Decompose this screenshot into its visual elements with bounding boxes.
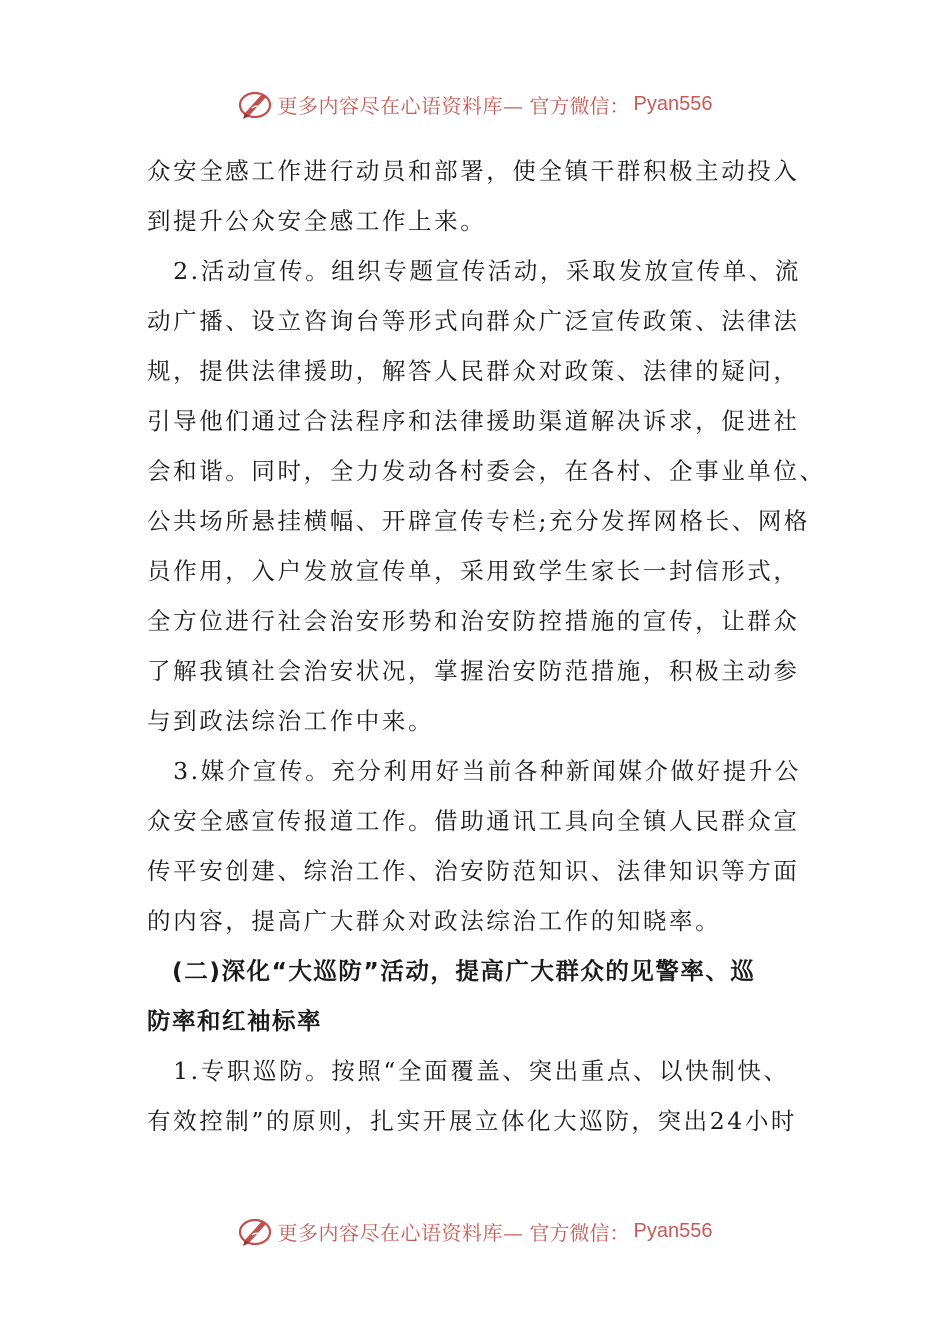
heading-line: (二)深化“大巡防”活动，提高广大群众的见警率、巡 [147, 957, 756, 985]
pen-logo-icon [238, 1213, 274, 1249]
text-line: 众安全感宣传报道工作。借助通讯工具向全镇人民群众宣 [147, 807, 800, 835]
paragraph-patrol [147, 1046, 807, 1146]
banner-wechat-label: 官方微信： [529, 1220, 630, 1245]
text-line: 了解我镇社会治安状况，掌握治安防范措施，积极主动参 [147, 657, 800, 685]
pen-logo-icon [238, 86, 274, 122]
text-line: 的内容，提高广大群众对政法综治工作的知晓率。 [147, 907, 722, 935]
text-line: 众安全感工作进行动员和部署，使全镇干群积极主动投入 [147, 157, 800, 185]
text-line: 1.专职巡防。按照“全面覆盖、突出重点、以快制快、 [147, 1057, 790, 1085]
text-line: 传平安创建、综治工作、治安防范知识、法律知识等方面 [147, 857, 800, 885]
text-line: 有效控制”的原则，扎实开展立体化大巡防，突出24小时 [147, 1107, 798, 1135]
text-line: 会和谐。同时，全力发动各村委会，在各村、企事业单位、 [147, 457, 826, 485]
text-line: 2.活动宣传。组织专题宣传活动，采取发放宣传单、流 [147, 257, 802, 285]
text-line: 员作用，入户发放宣传单，采用致学生家长一封信形式， [147, 557, 800, 585]
banner-wechat-id: Pyan556 [633, 1219, 713, 1242]
text-line: 引导他们通过合法程序和法律援助渠道解决诉求，促进社 [147, 407, 800, 435]
text-line: 到提升公众安全感工作上来。 [147, 207, 487, 235]
footer-banner [0, 1211, 950, 1251]
banner-text: 更多内容尽在心语资料库— [277, 93, 524, 118]
text-line: 与到政法综治工作中来。 [147, 707, 435, 735]
paragraph-media-publicity [147, 746, 807, 946]
text-line: 动广播、设立咨询台等形式向群众广泛宣传政策、法律法 [147, 307, 800, 335]
paragraph-continuation [147, 146, 807, 246]
heading-line: 防率和红袖标率 [147, 1007, 322, 1035]
text-line: 公共场所悬挂横幅、开辟宣传专栏;充分发挥网格长、网格 [147, 507, 811, 535]
document-body [147, 146, 826, 1146]
section-heading [147, 946, 807, 1046]
paragraph-activity-publicity [147, 246, 826, 746]
banner-wechat-id: Pyan556 [633, 92, 713, 115]
header-banner [0, 84, 950, 124]
banner-text: 更多内容尽在心语资料库— [277, 1220, 524, 1245]
banner-wechat-label: 官方微信： [529, 93, 630, 118]
text-line: 全方位进行社会治安形势和治安防控措施的宣传，让群众 [147, 607, 800, 635]
text-line: 3.媒介宣传。充分利用好当前各种新闻媒介做好提升公 [147, 757, 802, 785]
text-line: 规，提供法律援助，解答人民群众对政策、法律的疑问， [147, 357, 800, 385]
